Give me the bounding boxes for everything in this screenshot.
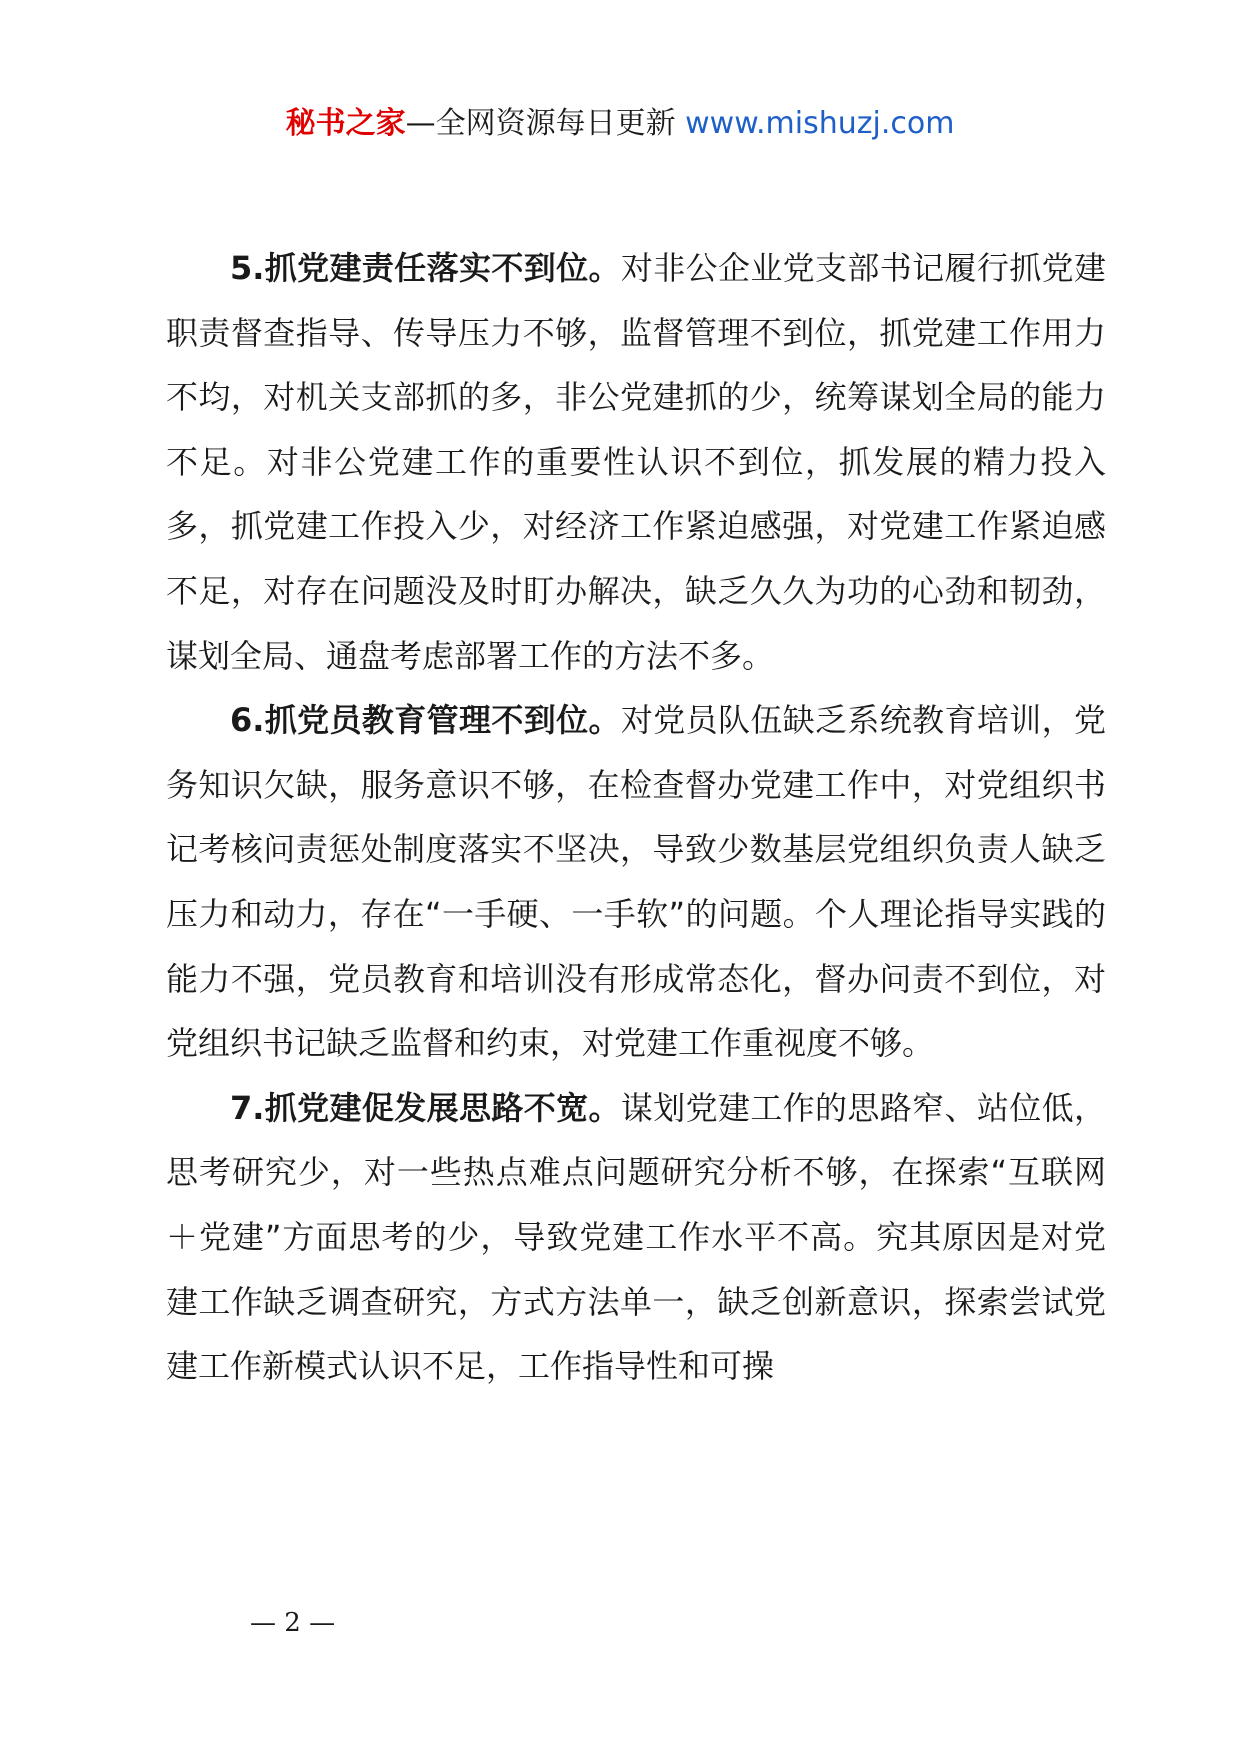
paragraph-5 bbox=[166, 236, 1106, 688]
site-header bbox=[0, 104, 1240, 144]
paragraph-text: 对党员队伍缺乏系统教育培训，党务知识欠缺，服务意识不够，在检查督办党建工作中，对党组织书记考核问责惩处制度落实不坚决，导致少数基层党组织负责人缺乏压力和动力，存在“一手硬、一手软”的问题。个人理论指导实践的能力不强，党员教育和培训没有形成常态化，督办问责不到位，对党组织书记缺乏监督和约束，对党建工作重视度不够。 bbox=[166, 701, 1106, 1063]
paragraph-6 bbox=[166, 688, 1106, 1076]
paragraph-7 bbox=[166, 1076, 1106, 1399]
paragraph-heading: 6.抓党员教育管理不到位。 bbox=[230, 701, 621, 740]
brand-name: 秘书之家 bbox=[285, 106, 406, 141]
site-url[interactable]: www.mishuzj.com bbox=[685, 106, 955, 141]
header-tagline: —全网资源每日更新 bbox=[405, 106, 686, 141]
paragraph-text: 谋划党建工作的思路窄、站位低，思考研究少，对一些热点难点问题研究分析不够，在探索“互联网＋党建”方面思考的少，导致党建工作水平不高。究其原因是对党建工作缺乏调查研究，方式方法单一，缺乏创新意识，探索尝试党建工作新模式认识不足，工作指导性和可操 bbox=[166, 1088, 1106, 1386]
document-body bbox=[166, 236, 1106, 1399]
page-number: — 2 — bbox=[250, 1608, 336, 1638]
paragraph-text: 对非公企业党支部书记履行抓党建职责督查指导、传导压力不够，监督管理不到位，抓党建工作用力不均，对机关支部抓的多，非公党建抓的少，统筹谋划全局的能力不足。对非公党建工作的重要性认识不到位，抓发展的精力投入多，抓党建工作投入少，对经济工作紧迫感强，对党建工作紧迫感不足，对存在问题没及时盯办解决，缺乏久久为功的心劲和韧劲，谋划全局、通盘考虑部署工作的方法不多。 bbox=[166, 249, 1106, 675]
paragraph-heading: 7.抓党建促发展思路不宽。 bbox=[230, 1088, 621, 1127]
paragraph-heading: 5.抓党建责任落实不到位。 bbox=[230, 249, 621, 287]
